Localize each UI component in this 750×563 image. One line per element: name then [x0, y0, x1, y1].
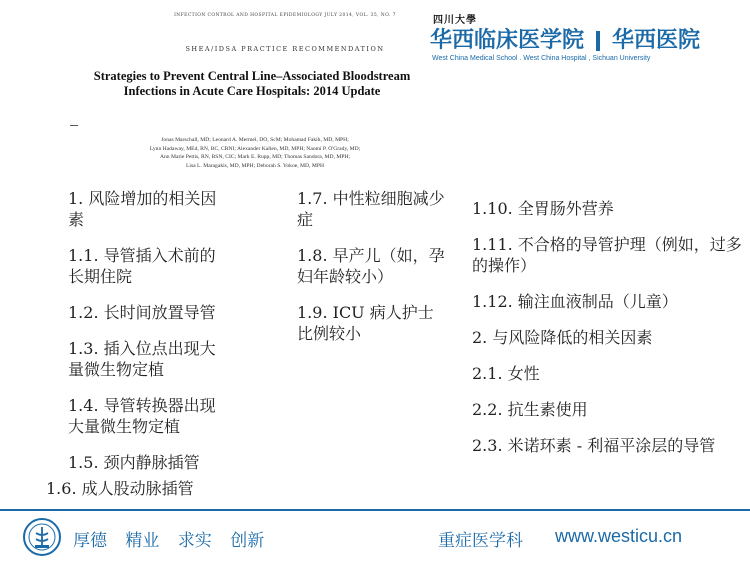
- hospital-logo: [430, 10, 730, 68]
- paper-header-image: [70, 8, 425, 178]
- logo-separator: [596, 31, 600, 51]
- footer-divider: [0, 509, 750, 511]
- list-item: 1. 风险增加的相关因素: [68, 189, 217, 229]
- university-name: 四川大學: [433, 15, 477, 26]
- list-item: 1.4. 导管转换器出现大量微生物定植: [68, 396, 216, 436]
- logo-hospital-name: 华西医院: [612, 28, 701, 53]
- list-item: 1.7. 中性粒细胞减少症: [297, 189, 445, 229]
- list-item: 1.9. ICU 病人护士比例较小: [297, 303, 434, 343]
- hospital-emblem-icon: [22, 517, 62, 557]
- hospital-motto: [73, 526, 277, 551]
- list-item: 1.6. 成人股动脉插管: [46, 479, 194, 498]
- content-column-3: [450, 198, 750, 471]
- list-item: 1.11. 不合格的导管护理（例如，过多的操作）: [472, 235, 742, 275]
- paper-authors: Jonas Marschall, MD; Leonard A. Mermel, DO, ScM; Mohamad Fakih, MD, MPH; Lynn Hadaway, MEd, RN, BC, CRNI; Alexander Kallen, MD, MPH; Naomi P. O'Grady, MD; Ann Marie Pettis, RN, BSN, CIC; Mark E. Rupp, MD; Thomas Sandora, MD, MPH; Lisa L. Maragakis, MD, MPH; Deborah S. Yokoe, MD, MPH: [149, 137, 361, 170]
- list-item: 1.5. 颈内静脉插管: [68, 453, 200, 472]
- logo-main-text: [430, 29, 730, 53]
- motto-word: 创新: [230, 531, 265, 551]
- list-item: 1.8. 早产儿（如，孕妇年龄较小）: [297, 246, 445, 286]
- list-item: 1.1. 导管插入术前的长期住院: [68, 246, 216, 286]
- list-item: 1.12. 输注血液制品（儿童）: [472, 292, 678, 311]
- divider: [70, 125, 78, 126]
- content-column-2: [275, 188, 445, 359]
- list-item: 2. 与风险降低的相关因素: [472, 328, 653, 347]
- motto-word: 求实: [177, 531, 212, 551]
- list-item: 1.3. 插入位点出现大量微生物定植: [68, 339, 216, 379]
- list-item: 2.1. 女性: [472, 364, 540, 383]
- list-item: 1.10. 全胃肠外营养: [472, 199, 614, 218]
- motto-word: 精业: [125, 531, 160, 551]
- logo-english-name: West China Medical School . West China Hospital , Sichuan University: [432, 55, 651, 62]
- list-item: 1.2. 长时间放置导管: [68, 303, 216, 322]
- journal-line: INFECTION CONTROL AND HOSPITAL EPIDEMIOLOGY JULY 2014, VOL. 35, NO. 7: [174, 13, 396, 18]
- recommendation-label: SHEA/IDSA PRACTICE RECOMMENDATION: [185, 45, 385, 53]
- content-column-1: [46, 188, 226, 514]
- motto-word: 厚德: [73, 531, 107, 551]
- logo-school-name: 华西临床医学院: [430, 28, 585, 53]
- footer: [0, 509, 750, 563]
- website-link[interactable]: www.westicu.cn: [555, 526, 683, 546]
- list-item: 2.2. 抗生素使用: [472, 400, 588, 419]
- paper-title: Strategies to Prevent Central Line–Associated Bloodstream Infections in Acute Care Hospitals: 2014 Update: [93, 69, 411, 98]
- department-name: 重症医学科: [438, 531, 523, 551]
- list-item: 2.3. 米诺环素 - 利福平涂层的导管: [472, 436, 716, 455]
